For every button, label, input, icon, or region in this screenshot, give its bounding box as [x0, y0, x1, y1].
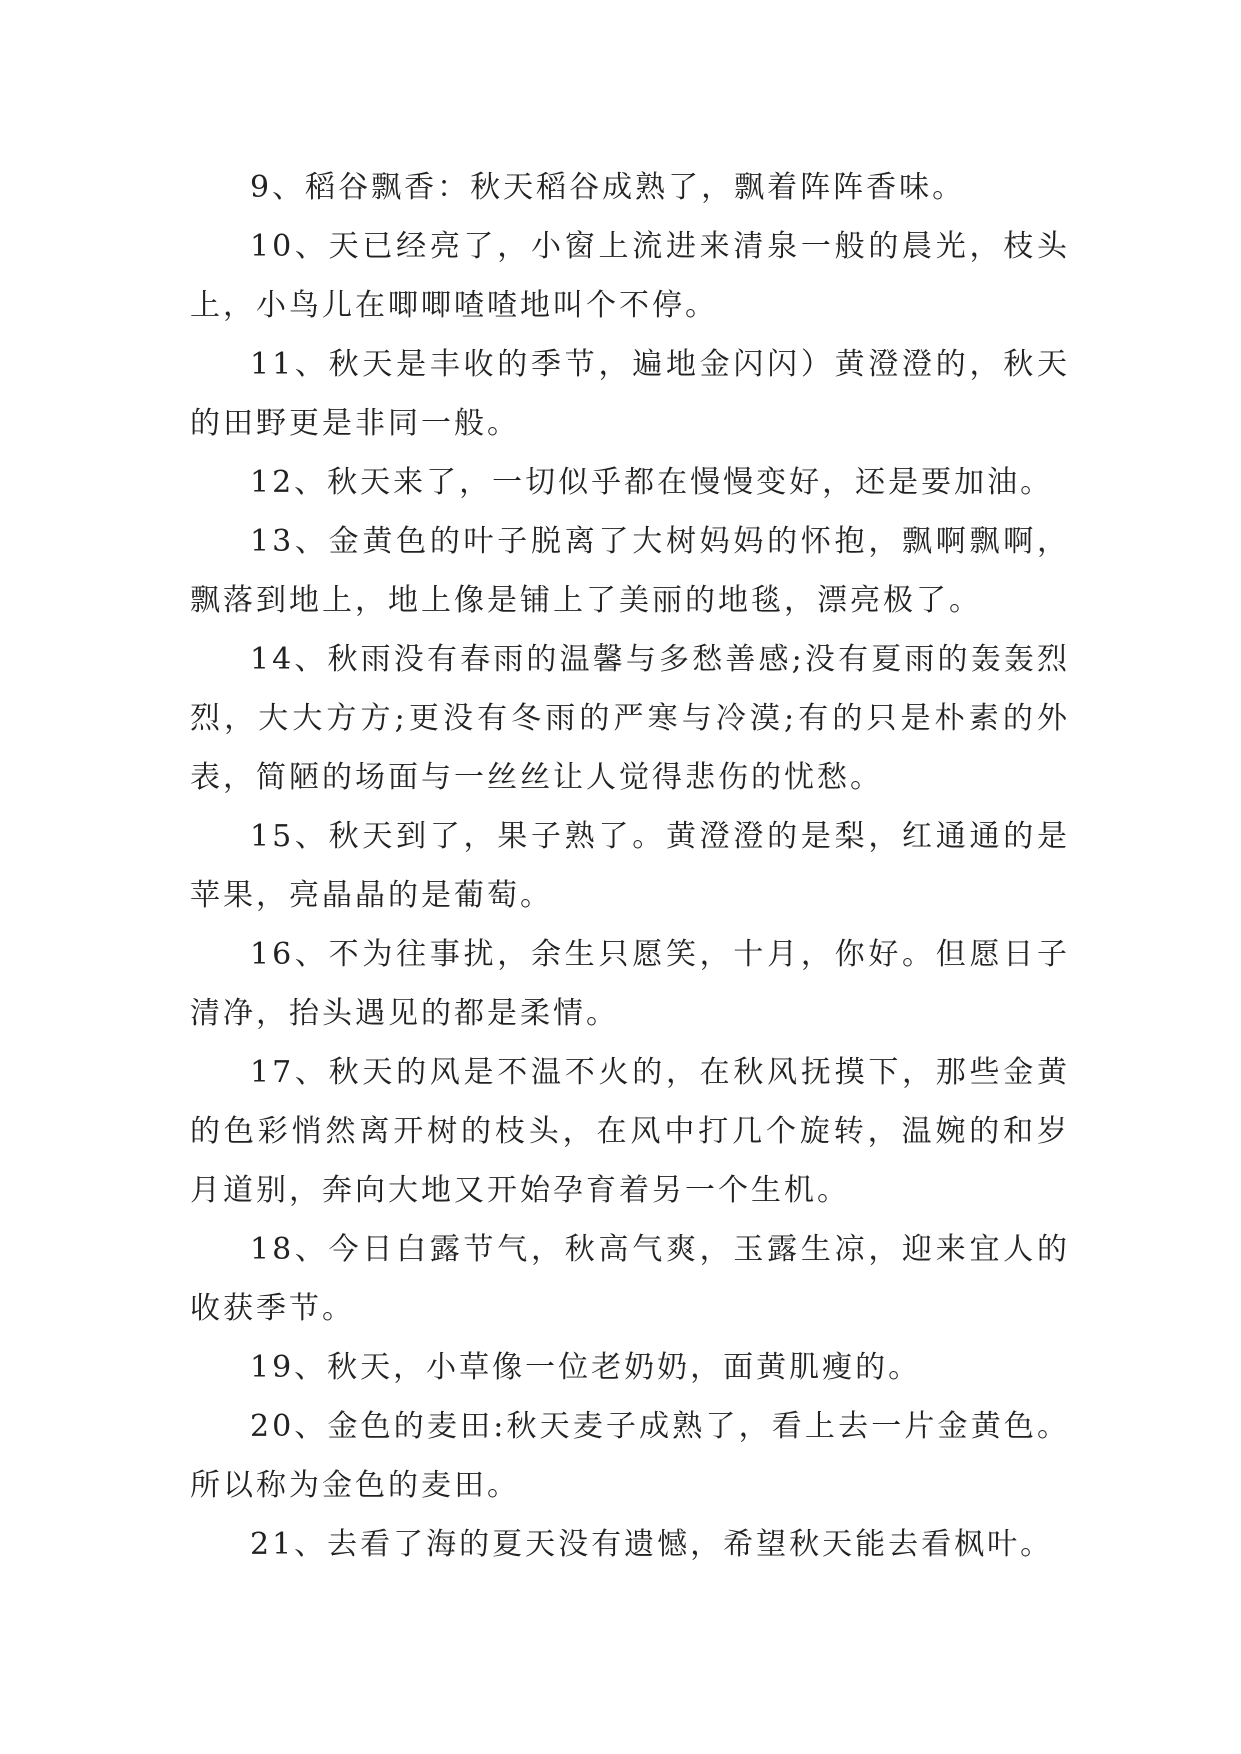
paragraph-19: 19、秋天，小草像一位老奶奶，面黄肌瘦的。: [250, 1350, 922, 1385]
paragraph-11: 11、秋天是丰收的季节，遍地金闪闪）黄澄澄的，秋天的田野更是非同一般。: [190, 347, 1070, 441]
document-body: [190, 158, 1070, 1574]
paragraph-9: 9、稻谷飘香：秋天稻谷成熟了，飘着阵阵香味。: [250, 170, 966, 205]
paragraph-13: 13、金黄色的叶子脱离了大树妈妈的怀抱，飘啊飘啊，飘落到地上，地上像是铺上了美丽的地毯，漂亮极了。: [190, 524, 1070, 618]
paragraph-17: 17、秋天的风是不温不火的，在秋风抚摸下，那些金黄的色彩悄然离开树的枝头，在风中打几个旋转，温婉的和岁月道别，奔向大地又开始孕育着另一个生机。: [190, 1055, 1070, 1208]
paragraph-20: 20、金色的麦田:秋天麦子成熟了，看上去一片金黄色。所以称为金色的麦田。: [190, 1409, 1070, 1503]
paragraph-10: 10、天已经亮了，小窗上流进来清泉一般的晨光，枝头上，小鸟儿在唧唧喳喳地叫个不停。: [190, 229, 1070, 323]
paragraph-14: 14、秋雨没有春雨的温馨与多愁善感;没有夏雨的轰轰烈烈，大大方方;更没有冬雨的严寒与冷漠;有的只是朴素的外表，简陋的场面与一丝丝让人觉得悲伤的忧愁。: [190, 642, 1070, 795]
paragraph-15: 15、秋天到了，果子熟了。黄澄澄的是梨，红通通的是苹果，亮晶晶的是葡萄。: [190, 819, 1070, 913]
paragraph-16: 16、不为往事扰，余生只愿笑，十月，你好。但愿日子清净，抬头遇见的都是柔情。: [190, 937, 1070, 1031]
paragraph-12: 12、秋天来了，一切似乎都在慢慢变好，还是要加油。: [250, 465, 1054, 500]
paragraph-21: 21、去看了海的夏天没有遗憾，希望秋天能去看枫叶。: [250, 1527, 1054, 1562]
paragraph-18: 18、今日白露节气，秋高气爽，玉露生凉，迎来宜人的收获季节。: [190, 1232, 1070, 1326]
